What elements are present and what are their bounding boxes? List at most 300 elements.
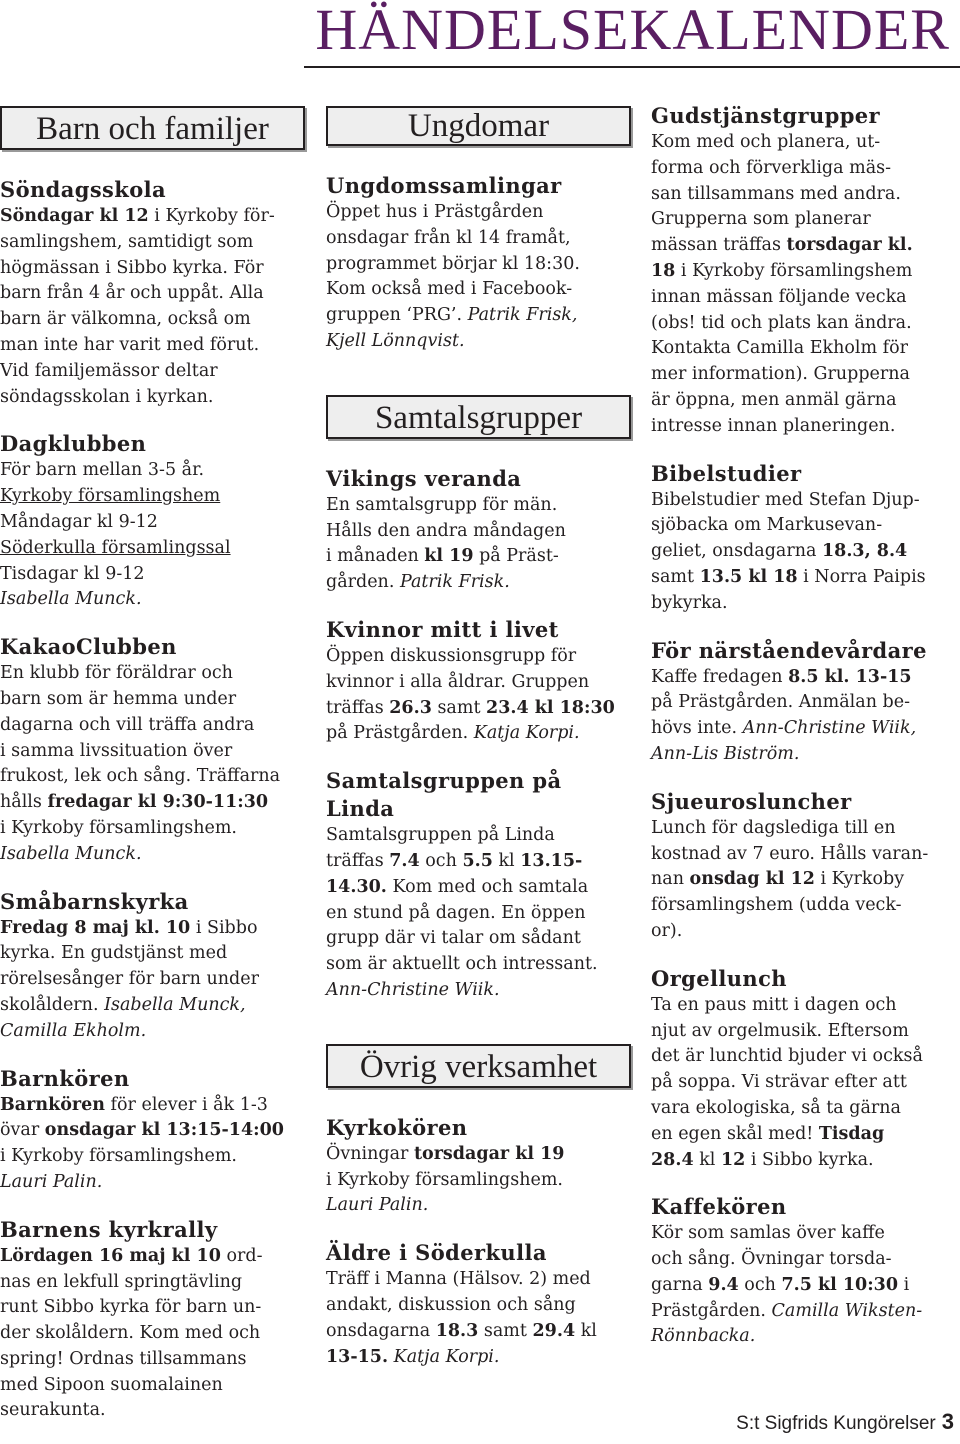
text-segment: Bibelstudier med Stefan Djup- bbox=[651, 489, 920, 510]
event-text-line bbox=[651, 1019, 956, 1045]
event-entry bbox=[651, 1193, 956, 1350]
text-segment: Ann-Christine Wiik. bbox=[326, 979, 500, 1000]
event-text-line bbox=[651, 285, 956, 311]
event-entry bbox=[0, 1216, 305, 1425]
event-text-line bbox=[0, 1244, 305, 1270]
event-entry bbox=[326, 172, 631, 355]
text-segment: i Kyrkoby församlingshem. bbox=[0, 817, 237, 838]
text-segment: det är lunchtid bjuder vi också bbox=[651, 1046, 923, 1067]
event-text-line bbox=[0, 562, 305, 588]
event-text-line bbox=[651, 1148, 956, 1174]
text-segment: innan mässan följande vecka bbox=[651, 286, 907, 307]
text-segment: 7.5 kl 10:30 bbox=[781, 1274, 899, 1295]
text-segment: Tisdagar kl 9-12 bbox=[0, 563, 145, 584]
text-segment: kl bbox=[575, 1320, 597, 1341]
text-segment: Kom med och samtala bbox=[386, 876, 589, 897]
event-title: Samtalsgruppen på Linda bbox=[326, 768, 562, 822]
event-text-line bbox=[0, 230, 305, 256]
text-segment: i samma livssituation över bbox=[0, 740, 233, 761]
text-segment: hövs inte. bbox=[651, 718, 743, 739]
event-text-line bbox=[651, 414, 956, 440]
text-segment: i Sibbo kyrka. bbox=[745, 1149, 874, 1170]
text-segment: Hålls den andra måndagen bbox=[326, 520, 566, 541]
text-segment: 14.30. bbox=[326, 876, 387, 897]
event-text-line bbox=[0, 1093, 305, 1119]
event-text-line bbox=[326, 277, 631, 303]
event-entry bbox=[0, 176, 305, 410]
event-text-line bbox=[326, 978, 631, 1004]
event-text-line bbox=[326, 670, 631, 696]
event-text-line bbox=[326, 200, 631, 226]
event-entry bbox=[326, 465, 631, 596]
text-segment: 18.3, 8.4 bbox=[821, 541, 908, 562]
text-segment: hålls bbox=[0, 792, 48, 813]
text-segment: En samtalsgrupp för män. bbox=[326, 494, 558, 515]
event-text-line bbox=[326, 1142, 631, 1168]
text-segment: barn från 4 år och uppåt. Alla bbox=[0, 283, 264, 304]
event-text-line bbox=[651, 1273, 956, 1299]
text-segment: garna bbox=[651, 1274, 709, 1295]
event-text-line bbox=[651, 362, 956, 388]
text-segment: Kaffe fredagen bbox=[651, 666, 789, 687]
event-text-line bbox=[326, 926, 631, 952]
text-segment: träffas bbox=[326, 850, 390, 871]
event-text-line bbox=[0, 510, 305, 536]
text-segment: och sång. Övningar torsda- bbox=[651, 1249, 892, 1270]
text-segment: runt Sibbo kyrka för barn un- bbox=[0, 1297, 262, 1318]
event-text-line bbox=[651, 539, 956, 565]
text-segment: or). bbox=[651, 920, 683, 941]
text-segment: Rönnbacka. bbox=[651, 1326, 756, 1347]
event-text-line bbox=[651, 259, 956, 285]
text-segment: vara ekologiska, så ta gärna bbox=[651, 1097, 901, 1118]
text-segment: torsdagar kl 19 bbox=[413, 1143, 565, 1164]
event-title: Orgellunch bbox=[651, 965, 787, 991]
text-segment: Lördagen 16 maj kl 10 bbox=[0, 1245, 221, 1266]
text-segment: i Kyrkoby församlingshem. bbox=[326, 1169, 563, 1190]
text-segment: Öppet hus i Prästgården bbox=[326, 202, 544, 222]
event-entry bbox=[326, 1239, 631, 1370]
text-segment: grupp där vi talar om sådant bbox=[326, 928, 581, 949]
section-header: Samtalsgrupper bbox=[326, 395, 631, 439]
text-segment: Kom också med i Facebook- bbox=[326, 279, 573, 300]
event-text-line bbox=[651, 1096, 956, 1122]
column-2 bbox=[326, 106, 631, 1390]
event-text-line bbox=[0, 916, 305, 942]
event-entry bbox=[326, 616, 631, 747]
text-segment: en egen skål med! bbox=[651, 1123, 819, 1144]
event-entry bbox=[0, 430, 305, 613]
event-text-line bbox=[0, 764, 305, 790]
text-segment: Tisdag bbox=[818, 1123, 885, 1144]
text-segment: i bbox=[898, 1274, 910, 1295]
text-segment: torsdagar kl. bbox=[786, 235, 913, 256]
text-segment: andakt, diskussion och sång bbox=[326, 1294, 576, 1315]
text-segment: onsdagar från kl 14 framåt, bbox=[326, 227, 571, 248]
column-1 bbox=[0, 106, 305, 1444]
text-segment: kvinnor i alla åldrar. Gruppen bbox=[326, 671, 590, 692]
event-text-line bbox=[0, 1373, 305, 1399]
event-text-line bbox=[326, 252, 631, 278]
text-segment: nan bbox=[651, 869, 690, 890]
event-title: Kaffekören bbox=[651, 1194, 787, 1220]
event-title: Bibelstudier bbox=[651, 460, 802, 486]
event-text-line bbox=[651, 1070, 956, 1096]
text-segment: för elever i åk 1-3 bbox=[104, 1094, 268, 1115]
text-segment: på Präst- bbox=[473, 546, 559, 567]
text-segment: spring! Ordnas tillsammans bbox=[0, 1348, 247, 1369]
event-text-line bbox=[0, 816, 305, 842]
text-segment: i Kyrkoby för- bbox=[148, 206, 275, 226]
text-segment: njut av orgelmusik. Eftersom bbox=[651, 1020, 909, 1041]
text-segment: högmässan i Sibbo kyrka. För bbox=[0, 257, 264, 278]
text-segment: geliet, onsdagarna bbox=[651, 541, 822, 562]
event-text-line bbox=[651, 182, 956, 208]
text-segment: Kontakta Camilla Ekholm för bbox=[651, 338, 909, 359]
text-segment: övar bbox=[0, 1120, 45, 1141]
text-segment: Öppen diskussionsgrupp för bbox=[326, 645, 577, 666]
text-segment: seurakunta. bbox=[0, 1400, 106, 1421]
event-text-line bbox=[651, 207, 956, 233]
event-text-line bbox=[651, 893, 956, 919]
event-text-line bbox=[0, 359, 305, 385]
event-text-line bbox=[651, 488, 956, 514]
text-segment: 5.5 bbox=[462, 850, 493, 871]
text-segment: Grupperna som planerar bbox=[651, 209, 871, 230]
event-text-line bbox=[326, 901, 631, 927]
text-segment: Barnkören bbox=[0, 1094, 105, 1115]
text-segment: 7.4 bbox=[389, 850, 420, 871]
text-segment: i månaden bbox=[326, 546, 425, 567]
event-title: Söndagsskola bbox=[0, 177, 167, 202]
event-entry bbox=[0, 633, 305, 867]
event-text-line bbox=[0, 307, 305, 333]
event-text-line bbox=[651, 388, 956, 414]
text-segment: dagarna och vill träffa andra bbox=[0, 714, 255, 735]
text-segment: Ann-Christine Wiik, bbox=[742, 718, 917, 739]
text-segment: rörelsesånger för barn under bbox=[0, 969, 259, 990]
event-text-line bbox=[651, 1221, 956, 1247]
text-segment: Isabella Munck. bbox=[0, 843, 142, 864]
text-segment: på Prästgården. Anmälan be- bbox=[651, 692, 911, 713]
event-text-line bbox=[651, 565, 956, 591]
text-segment: Fredag 8 maj kl. 10 bbox=[0, 917, 191, 938]
event-text-line bbox=[651, 867, 956, 893]
text-segment: med Sipoon suomalainen bbox=[0, 1374, 223, 1395]
event-text-line bbox=[0, 713, 305, 739]
event-entry bbox=[326, 767, 631, 1004]
text-segment: bykyrka. bbox=[651, 592, 728, 613]
event-text-line bbox=[651, 156, 956, 182]
event-text-line bbox=[326, 696, 631, 722]
event-text-line bbox=[0, 1144, 305, 1170]
text-segment: mer information). Grupperna bbox=[651, 364, 910, 385]
text-segment: 28.4 bbox=[651, 1149, 694, 1170]
publication-name: S:t Sigfrids Kungörelser bbox=[736, 1413, 936, 1434]
event-text-line bbox=[0, 1118, 305, 1144]
text-segment: en stund på dagen. En öppen bbox=[326, 902, 586, 923]
event-title: Småbarnskyrka bbox=[0, 888, 189, 914]
text-segment: Patrik Frisk. bbox=[399, 572, 510, 593]
text-segment: 13-15. bbox=[326, 1346, 389, 1367]
event-text-line bbox=[0, 333, 305, 359]
text-segment: Prästgården. bbox=[651, 1300, 772, 1321]
event-text-line bbox=[651, 336, 956, 362]
text-segment: träffas bbox=[326, 697, 390, 718]
text-segment: Camilla Ekholm. bbox=[0, 1020, 147, 1041]
text-segment: och bbox=[419, 850, 463, 871]
event-text-line bbox=[651, 233, 956, 259]
event-text-line bbox=[0, 587, 305, 613]
text-segment: är öppna, men anmäl gärna bbox=[651, 389, 897, 410]
text-segment: För barn mellan 3-5 år. bbox=[0, 460, 205, 481]
text-segment: söndagsskolan i kyrkan. bbox=[0, 386, 214, 407]
event-title: Sjueurosluncher bbox=[651, 788, 852, 814]
event-text-line bbox=[326, 493, 631, 519]
text-segment: Söndagar kl 12 bbox=[0, 206, 149, 226]
text-segment: Kyrkoby församlingshem bbox=[0, 486, 221, 507]
event-text-line bbox=[0, 1398, 305, 1424]
event-text-line bbox=[651, 1324, 956, 1350]
event-text-line bbox=[326, 1168, 631, 1194]
text-segment: nas en lekfull springtävling bbox=[0, 1271, 243, 1292]
text-segment: Samtalsgruppen på Linda bbox=[326, 825, 555, 846]
event-text-line bbox=[651, 1122, 956, 1148]
event-title: Äldre i Söderkulla bbox=[326, 1240, 547, 1266]
event-entry bbox=[651, 965, 956, 1174]
event-text-line bbox=[326, 1193, 631, 1219]
text-segment: 18.3 bbox=[435, 1320, 479, 1341]
event-text-line bbox=[326, 303, 631, 329]
event-title: Dagklubben bbox=[0, 431, 147, 457]
event-title: Kvinnor mitt i livet bbox=[326, 616, 559, 642]
text-segment: intresse innan planeringen. bbox=[651, 415, 896, 436]
text-segment: Isabella Munck, bbox=[104, 994, 246, 1015]
text-segment: samt bbox=[651, 566, 700, 587]
text-segment: Träff i Manna (Hälsov. 2) med bbox=[326, 1269, 591, 1290]
event-text-line bbox=[0, 256, 305, 282]
text-segment: kostnad av 7 euro. Hålls varan- bbox=[651, 843, 929, 864]
text-segment: i Kyrkoby församlingshem bbox=[675, 260, 913, 281]
event-text-line bbox=[651, 690, 956, 716]
text-segment: samt bbox=[431, 697, 487, 718]
text-segment: san tillsammans med andra. bbox=[651, 183, 901, 204]
event-text-line bbox=[0, 842, 305, 868]
event-text-line bbox=[326, 875, 631, 901]
section-header: Barn och familjer bbox=[0, 106, 305, 150]
text-segment: onsdagarna bbox=[326, 1320, 436, 1341]
text-segment: 26.3 bbox=[389, 697, 432, 718]
event-entry bbox=[651, 460, 956, 617]
event-text-line bbox=[0, 790, 305, 816]
text-segment: Lauri Palin. bbox=[0, 1171, 103, 1192]
event-text-line bbox=[651, 591, 956, 617]
text-segment: man inte har varit med förut. bbox=[0, 334, 260, 355]
text-segment: i Kyrkoby bbox=[814, 869, 905, 890]
page-footer bbox=[736, 1409, 954, 1435]
event-text-line bbox=[326, 1293, 631, 1319]
text-segment: gruppen ‘PRG’. bbox=[326, 305, 468, 326]
text-segment: barn som är hemma under bbox=[0, 688, 237, 709]
event-text-line bbox=[326, 329, 631, 355]
text-segment: som är aktuellt och intressant. bbox=[326, 954, 598, 975]
text-segment: i Norra Paipis bbox=[797, 566, 926, 587]
event-text-line bbox=[326, 849, 631, 875]
text-segment: 13.15- bbox=[520, 850, 583, 871]
text-segment: Vid familjemässor deltar bbox=[0, 360, 218, 381]
text-segment: kl 19 bbox=[424, 546, 474, 567]
text-segment: 23.4 kl 18:30 bbox=[486, 697, 615, 718]
text-segment: kl bbox=[693, 1149, 721, 1170]
text-segment: Övningar bbox=[326, 1143, 414, 1164]
event-title: Barnens kyrkrally bbox=[0, 1216, 218, 1242]
text-segment: forma och förverkliga mäs- bbox=[651, 157, 892, 178]
text-segment: onsdag kl 12 bbox=[689, 869, 815, 890]
event-text-line bbox=[0, 1019, 305, 1045]
text-segment: samt bbox=[478, 1320, 533, 1341]
event-text-line bbox=[0, 536, 305, 562]
text-segment: Lauri Palin. bbox=[326, 1195, 429, 1216]
event-title: Barnkören bbox=[0, 1065, 130, 1091]
text-segment: 29.4 bbox=[532, 1320, 576, 1341]
text-segment: Lunch för dagslediga till en bbox=[651, 817, 896, 838]
section-header: Övrig verksamhet bbox=[326, 1044, 631, 1088]
text-segment: och bbox=[738, 1274, 782, 1295]
event-entry bbox=[651, 637, 956, 768]
text-segment: En klubb för föräldrar och bbox=[0, 663, 233, 684]
event-text-line bbox=[326, 226, 631, 252]
text-segment: gården. bbox=[326, 572, 400, 593]
text-segment: kyrka. En gudstjänst med bbox=[0, 943, 228, 964]
event-text-line bbox=[651, 816, 956, 842]
text-segment: mässan träffas bbox=[651, 235, 787, 256]
event-text-line bbox=[0, 1321, 305, 1347]
text-segment: på Prästgården. bbox=[326, 723, 474, 744]
event-text-line bbox=[326, 519, 631, 545]
text-segment: Patrik Frisk, bbox=[467, 305, 578, 326]
section-header: Ungdomar bbox=[326, 106, 631, 146]
text-segment: Katja Korpi. bbox=[393, 1346, 500, 1367]
event-text-line bbox=[651, 742, 956, 768]
text-segment: Ta en paus mitt i dagen och bbox=[651, 994, 897, 1015]
event-text-line bbox=[0, 967, 305, 993]
text-segment: ord- bbox=[220, 1245, 263, 1266]
event-entry bbox=[326, 1114, 631, 1219]
text-segment: i Kyrkoby församlingshem. bbox=[0, 1146, 237, 1167]
event-text-line bbox=[326, 570, 631, 596]
event-text-line bbox=[326, 721, 631, 747]
text-segment: Isabella Munck. bbox=[0, 589, 142, 610]
event-title: Vikings veranda bbox=[326, 465, 522, 491]
event-text-line bbox=[651, 311, 956, 337]
event-entry bbox=[651, 788, 956, 945]
event-text-line bbox=[0, 687, 305, 713]
event-text-line bbox=[0, 1347, 305, 1373]
text-segment: i Sibbo bbox=[190, 917, 258, 938]
text-segment: Kjell Lönnqvist. bbox=[326, 330, 465, 351]
text-segment: Ann-Lis Biström. bbox=[651, 743, 800, 764]
text-segment: Måndagar kl 9-12 bbox=[0, 511, 158, 532]
page-title: HÄNDELSEKALENDER bbox=[315, 0, 950, 62]
event-text-line bbox=[326, 1267, 631, 1293]
text-segment: Söderkulla församlingssal bbox=[0, 537, 231, 558]
event-text-line bbox=[651, 1044, 956, 1070]
event-text-line bbox=[0, 458, 305, 484]
column-3 bbox=[651, 102, 956, 1370]
text-segment: 8.5 kl. 13-15 bbox=[788, 666, 912, 687]
event-text-line bbox=[0, 1170, 305, 1196]
text-segment: frukost, lek och sång. Träffarna bbox=[0, 766, 281, 787]
text-segment: 9.4 bbox=[708, 1274, 739, 1295]
text-segment: kl bbox=[492, 850, 521, 871]
event-text-line bbox=[0, 484, 305, 510]
text-segment: 18 bbox=[651, 260, 676, 281]
text-segment: 12 bbox=[720, 1149, 746, 1170]
event-text-line bbox=[0, 1270, 305, 1296]
text-segment: församlingshem (udda veck- bbox=[651, 895, 902, 916]
text-segment: Camilla Wiksten- bbox=[771, 1300, 923, 1321]
event-text-line bbox=[651, 716, 956, 742]
event-text-line bbox=[0, 281, 305, 307]
event-text-line bbox=[651, 130, 956, 156]
event-title: Kyrkokören bbox=[326, 1114, 468, 1140]
text-segment: på soppa. Vi strävar efter att bbox=[651, 1072, 907, 1093]
text-segment: skolåldern. bbox=[0, 994, 105, 1015]
text-segment: onsdagar kl 13:15-14:00 bbox=[44, 1120, 284, 1141]
event-text-line bbox=[326, 823, 631, 849]
text-segment: samlingshem, samtidigt som bbox=[0, 231, 254, 252]
text-segment: programmet börjar kl 18:30. bbox=[326, 253, 580, 274]
event-text-line bbox=[326, 644, 631, 670]
event-text-line bbox=[0, 204, 305, 230]
text-segment: Katja Korpi. bbox=[473, 723, 580, 744]
event-text-line bbox=[0, 941, 305, 967]
event-text-line bbox=[651, 993, 956, 1019]
event-title: Ungdomssamlingar bbox=[326, 173, 562, 198]
event-text-line bbox=[326, 1319, 631, 1345]
title-rule bbox=[304, 66, 960, 68]
event-text-line bbox=[0, 661, 305, 687]
event-title: KakaoClubben bbox=[0, 634, 177, 660]
event-text-line bbox=[0, 385, 305, 411]
event-text-line bbox=[651, 665, 956, 691]
text-segment: Kom med och planera, ut- bbox=[651, 132, 881, 152]
text-segment: der skolåldern. Kom med och bbox=[0, 1323, 261, 1344]
event-entry bbox=[0, 1065, 305, 1196]
text-segment: Kör som samlas över kaffe bbox=[651, 1223, 885, 1244]
event-text-line bbox=[326, 544, 631, 570]
event-text-line bbox=[0, 993, 305, 1019]
event-text-line bbox=[651, 1299, 956, 1325]
text-segment: fredagar kl 9:30-11:30 bbox=[47, 792, 269, 813]
event-entry bbox=[0, 888, 305, 1045]
text-segment: 13.5 kl 18 bbox=[699, 566, 798, 587]
event-title: För närståendevårdare bbox=[651, 637, 927, 663]
event-text-line bbox=[0, 739, 305, 765]
event-text-line bbox=[651, 1247, 956, 1273]
event-entry bbox=[651, 102, 956, 440]
text-segment: (obs! tid och plats kan ändra. bbox=[651, 312, 912, 333]
page-number: 3 bbox=[941, 1409, 954, 1434]
event-text-line bbox=[651, 842, 956, 868]
event-text-line bbox=[0, 1295, 305, 1321]
event-text-line bbox=[651, 919, 956, 945]
event-text-line bbox=[326, 1345, 631, 1371]
event-title: Gudstjänstgrupper bbox=[651, 103, 881, 128]
text-segment: barn är välkomna, också om bbox=[0, 309, 251, 330]
event-text-line bbox=[651, 513, 956, 539]
text-segment: sjöbacka om Markusevan- bbox=[651, 515, 883, 536]
